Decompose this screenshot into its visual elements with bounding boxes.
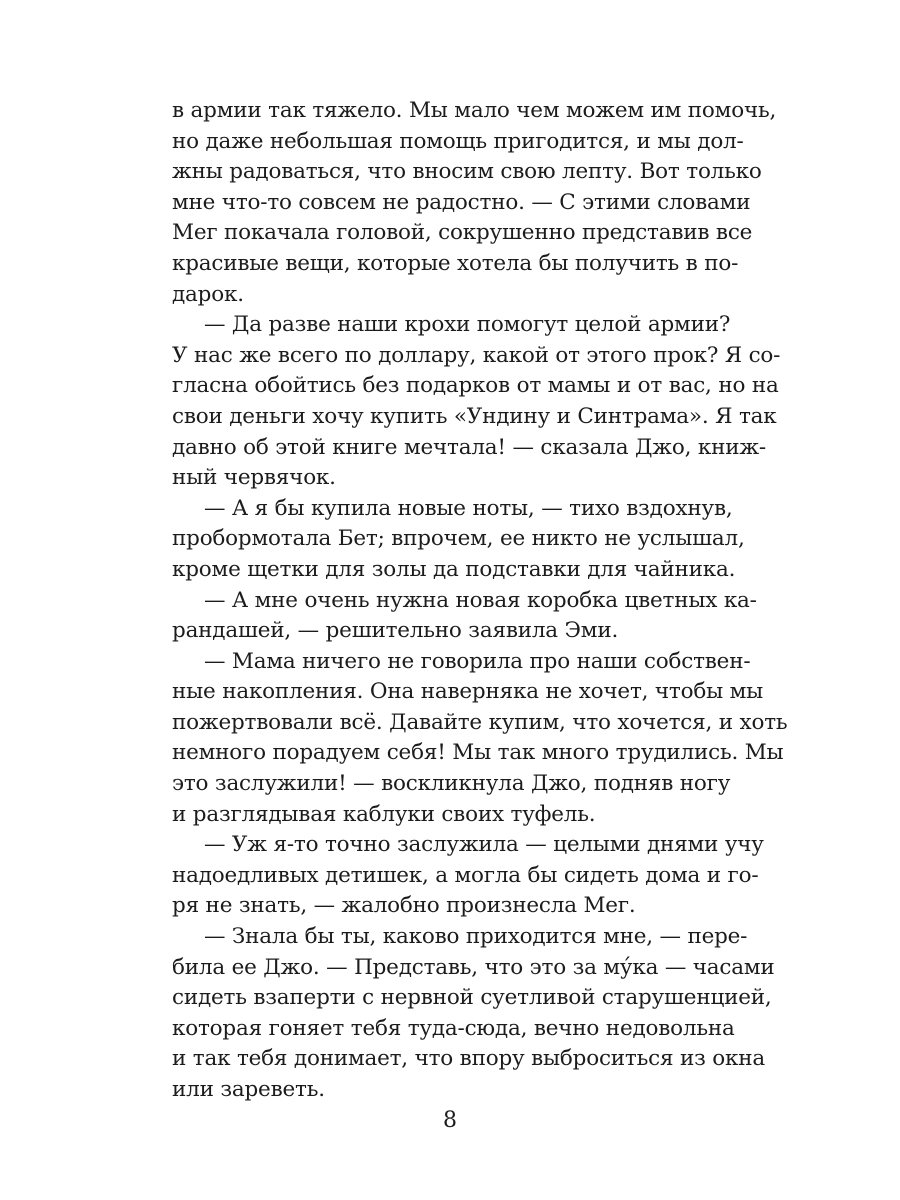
text-line: дарок. xyxy=(172,281,244,307)
text-line: сидеть взаперти с нервной суетливой старушенцией, xyxy=(172,985,772,1011)
text-line: ный червячок. xyxy=(172,465,336,491)
text-line: — Знала бы ты, каково приходится мне, — пере- xyxy=(204,924,748,950)
page-body-text xyxy=(172,96,788,1106)
text-line: жны радоваться, что вносим свою лепту. Вот только xyxy=(172,159,762,185)
text-line: свои деньги хочу купить «Ундину и Синтрама». Я так xyxy=(172,403,777,429)
text-line: красивые вещи, которые хотела бы получить в по- xyxy=(172,250,739,276)
text-line: Мег покачала головой, сокрушенно представив все xyxy=(172,220,753,246)
text-line: рандашей, — решительно заявила Эми. xyxy=(172,618,619,644)
text-line: гласна обойтись без подарков от мамы и от вас, но на xyxy=(172,373,779,399)
text-line: ные накопления. Она наверняка не хочет, чтобы мы xyxy=(172,679,764,705)
text-line: — Да разве наши крохи помогут целой армии? xyxy=(204,312,731,338)
text-line: пожертвовали всё. Давайте купим, что хочется, и хоть xyxy=(172,709,788,735)
text-line: — А мне очень нужна новая коробка цветных ка- xyxy=(204,587,757,613)
page-number: 8 xyxy=(443,1108,457,1133)
text-line: или зареветь. xyxy=(172,1077,325,1102)
text-line: пробормотала Бет; впрочем, ее никто не услышал, xyxy=(172,526,745,552)
text-line: мне что-то совсем не радостно. — С этими словами xyxy=(172,189,751,215)
text-line: но даже небольшая помощь пригодится, и мы дол- xyxy=(172,128,744,154)
text-line: которая гоняет тебя туда-сюда, вечно недовольна xyxy=(172,1015,735,1041)
text-line: У нас же всего по доллару, какой от этого прок? Я со- xyxy=(172,342,781,368)
text-line: в армии так тяжело. Мы мало чем можем им помочь, xyxy=(172,98,777,123)
text-line: — А я бы купила новые ноты, — тихо вздохнув, xyxy=(204,495,733,521)
text-line: надоедливых детишек, а могла бы сидеть дома и го- xyxy=(172,862,759,888)
text-line: немного порадуем себя! Мы так много трудились. Мы xyxy=(172,740,784,766)
text-line: ря не знать, — жалобно произнесла Мег. xyxy=(172,893,636,919)
text-line: — Уж я-то точно заслужила — целыми днями учу xyxy=(204,832,764,858)
text-line: это заслужили! — воскликнула Джо, подняв ногу xyxy=(172,771,731,797)
text-line: била ее Джо. — Представь, что это за му́ка — часами xyxy=(172,954,775,980)
text-line: — Мама ничего не говорила про наши собствен- xyxy=(204,648,751,674)
text-line: давно об этой книге мечтала! — сказала Джо, книж- xyxy=(172,434,766,460)
text-line: и так тебя донимает, что впору выброситься из окна xyxy=(172,1046,765,1072)
text-line: и разглядывая каблуки своих туфель. xyxy=(172,801,596,827)
text-line: кроме щетки для золы да подставки для чайника. xyxy=(172,556,736,582)
